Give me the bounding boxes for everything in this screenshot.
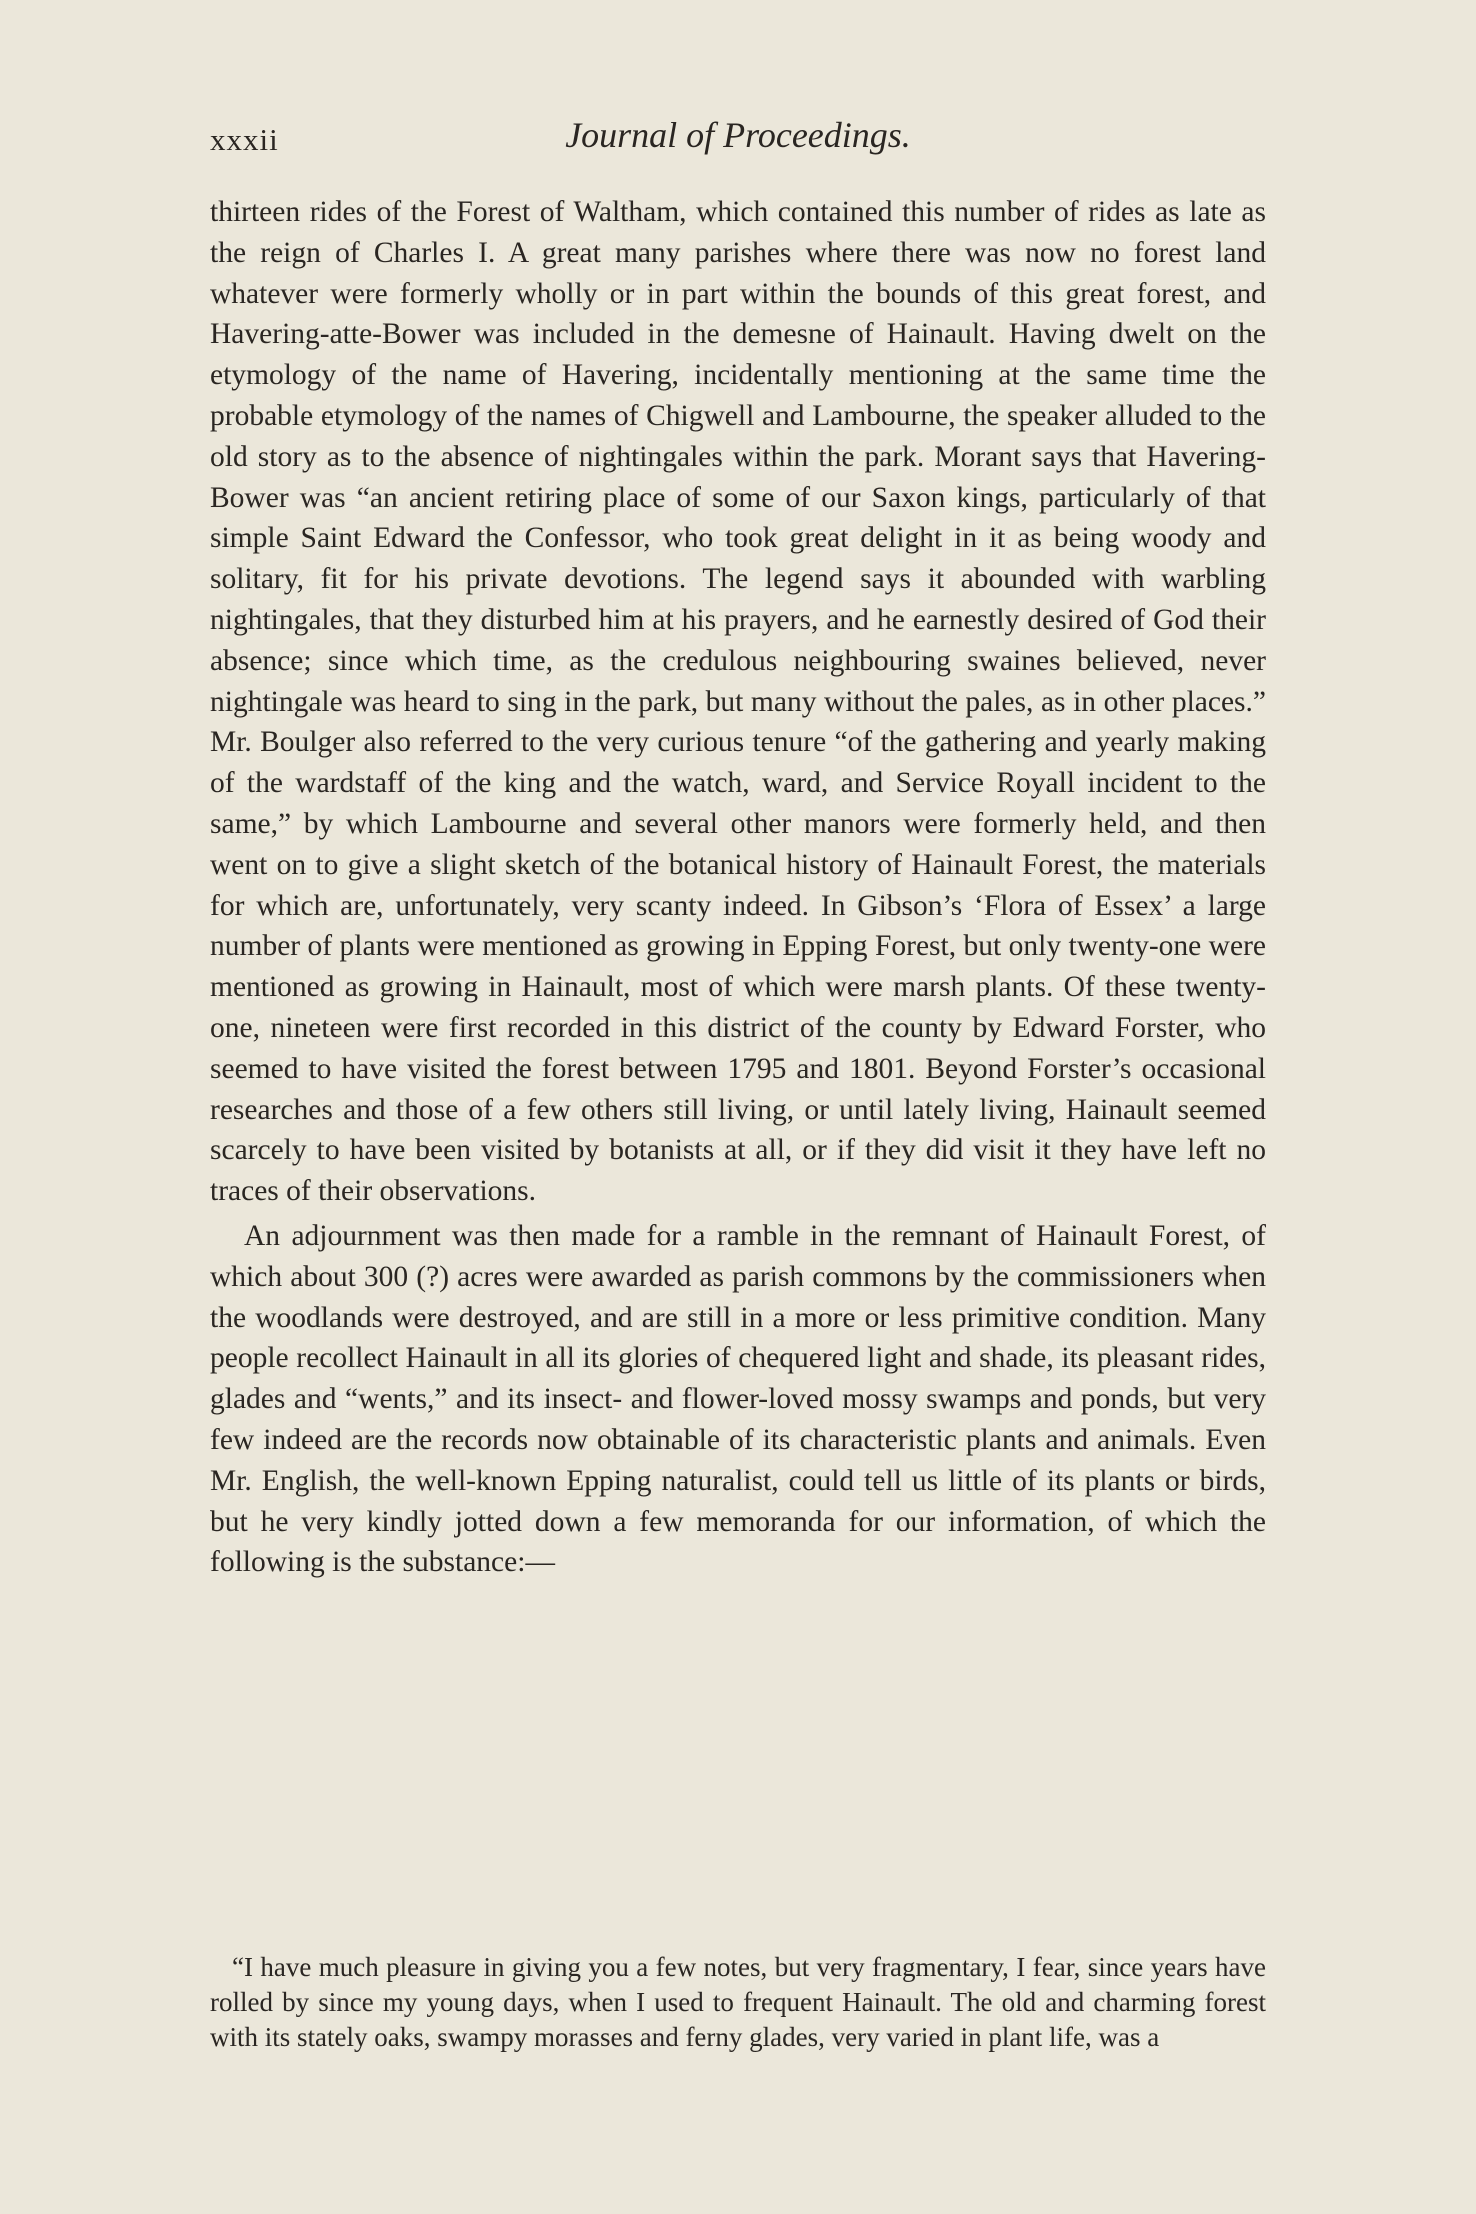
- page-number: xxxii: [210, 122, 279, 157]
- running-title: Journal of Proceedings.: [565, 115, 911, 155]
- paragraph-2: An adjournment was then made for a ramble in the remnant of Hainault Forest, of which about 300 (?) acres were awarded as parish commons by the commissioners when the woodlands were destroyed, and are still in a more or less primitive condition. Many people recollect Hainault in all its glories of chequered light and shade, its pleasant rides, glades and “wents,” and its insect- and flower-loved mossy swamps and ponds, but very few indeed are the records now obtainable of its characteristic plants and animals. Even Mr. English, the well-known Epping naturalist, could tell us little of its plants or birds, but he very kindly jotted down a few memoranda for our information, of which the following is the substance:—: [210, 1219, 1266, 1579]
- page-header: [210, 112, 1266, 172]
- block-quote: [210, 1950, 1266, 2055]
- quote-paragraph: “I have much pleasure in giving you a few notes, but very fragmentary, I fear, since years have rolled by since my young days, when I used to frequent Hainault. The old and charming forest with its stately oaks, swampy morasses and ferny glades, very varied in plant life, was a: [210, 1952, 1266, 2052]
- paragraph-1: thirteen rides of the Forest of Waltham, which contained this number of rides as late as the reign of Charles I. A great many parishes where there was now no forest land whatever were formerly wholly or in part within the bounds of this great forest, and Havering-atte-Bower was included in the demesne of Hainault. Having dwelt on the etymology of the name of Havering, incidentally mentioning at the same time the probable etymology of the names of Chigwell and Lambourne, the speaker alluded to the old story as to the absence of nightingales within the park. Morant says that Havering-Bower was “an ancient retiring place of some of our Saxon kings, particularly of that simple Saint Edward the Confessor, who took great delight in it as being woody and solitary, fit for his private devotions. The legend says it abounded with warbling nightingales, that they disturbed him at his prayers, and he earnestly desired of God their absence; since which time, as the credulous neighbouring swaines believed, never nightingale was heard to sing in the park, but many without the pales, as in other places.” Mr. Boulger also referred to the very curious tenure “of the gathering and yearly making of the wardstaff of the king and the watch, ward, and Service Royall incident to the same,” by which Lambourne and several other manors were formerly held, and then went on to give a slight sketch of the botanical history of Hainault Forest, the materials for which are, unfortunately, very scanty indeed. In Gibson’s ‘Flora of Essex’ a large number of plants were mentioned as growing in Epping Forest, but only twenty-one were mentioned as growing in Hainault, most of which were marsh plants. Of these twenty-one, nineteen were first recorded in this district of the county by Edward Forster, who seemed to have visited the forest between 1795 and 1801. Beyond Forster’s occasional researches and those of a few others still living, or until lately living, Hainault seemed scarcely to have been visited by botanists at all, or if they did visit it they have left no traces of their observations.: [210, 196, 1266, 1208]
- body-text: [210, 192, 1266, 1583]
